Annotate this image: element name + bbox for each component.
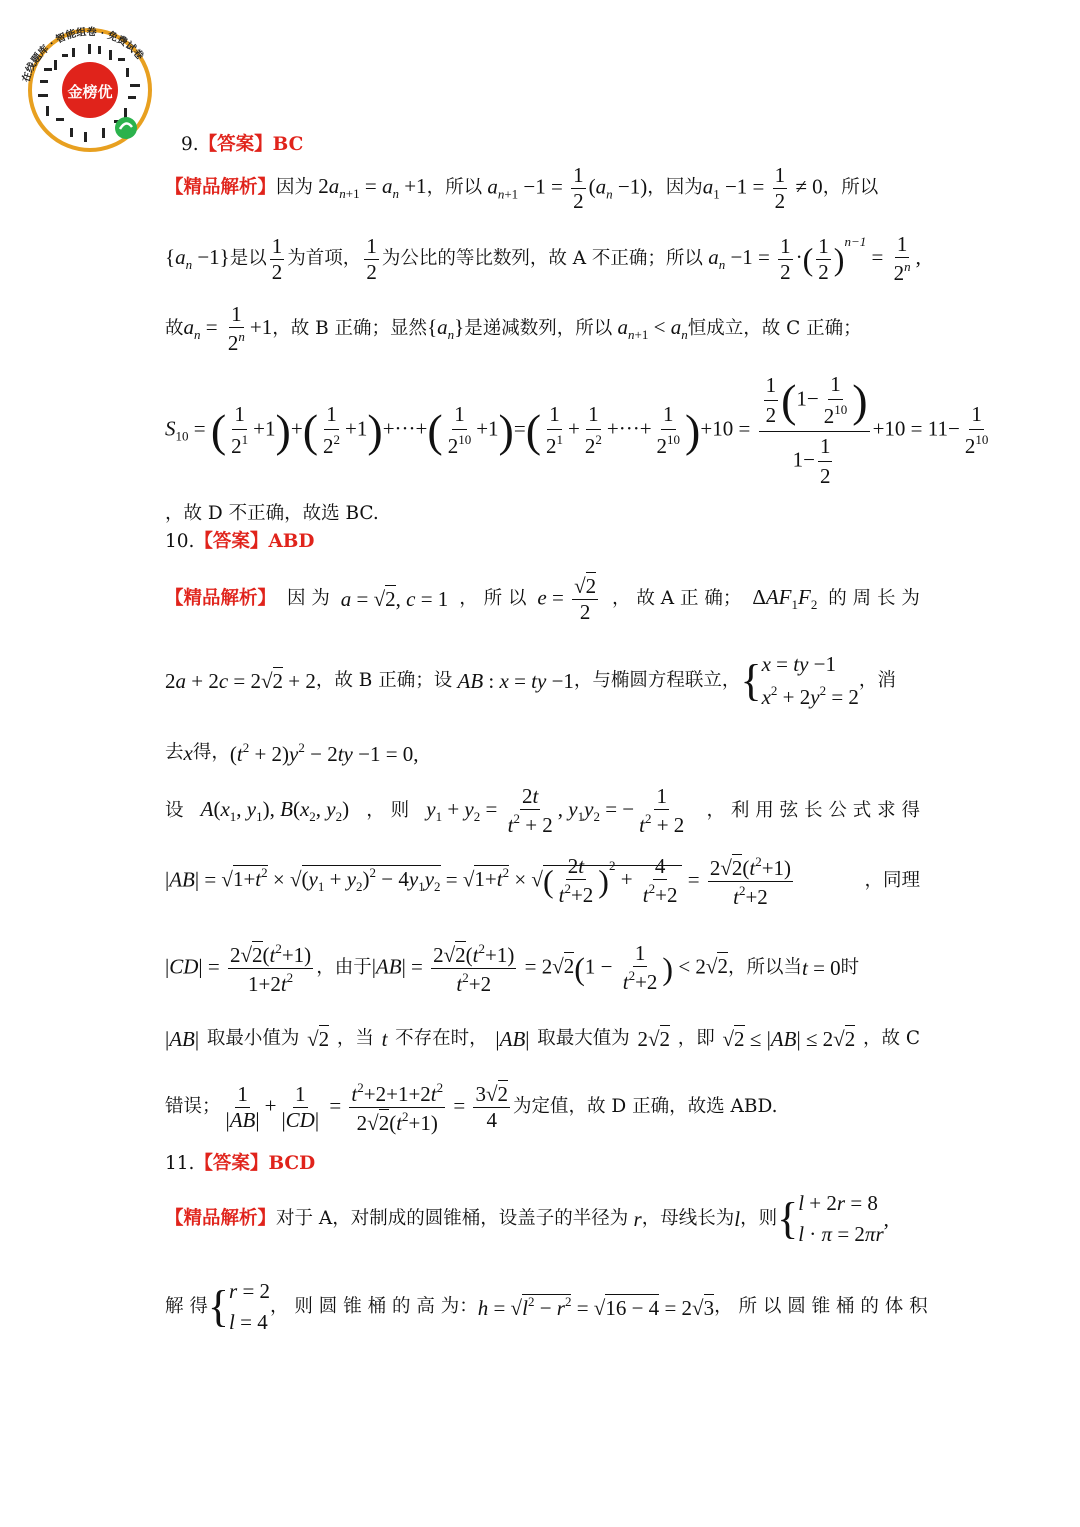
text-segment: ，故 C [862, 1027, 920, 1049]
q9-sum-formula: $S_{10}$ = ( $\frac{1}{2^1}$ +1)+( $\frac{1}{2^2}$ +1)+···+( $\frac{1}{2^{10}}$ +1)=( $\frac{1}{2^1}$ + $\frac{1}{2^2}$ +···+ $\frac{1}{2^{10}}$ )+10 = $\frac{1}{2}$ (1− $\frac{1}{2^{10}}$ ) 1− $\frac{1}{2}$ +10 = 11− $\frac{1}{2^{10}}$ [165, 371, 989, 488]
math: $|AB| = √1+t^2 \times √(y_1 + y_2)^2 - 4y_1y_2 = √1+t^2$ × √( $\frac{2t}{t^2+2}$ )$^2$ + $\frac{4}{t^2+2}$ = $\frac{2√2(t^2+1)}{t^2+2}$ [165, 853, 792, 909]
q10-line-1 [165, 570, 920, 628]
text-segment: 解 得 [165, 1295, 208, 1317]
math: $\{a_n -1\}$ [165, 245, 230, 272]
text-segment: ， 所 以 [459, 587, 527, 609]
math: $2a_{n+1} = a_n +1$ [313, 174, 427, 201]
text-segment: 为定值，故 D 正确，故选 ABD. [513, 1095, 778, 1117]
text-segment: 时 [840, 956, 860, 978]
q11-number: 11. [165, 1153, 195, 1174]
q10-answer-label: 【答案】 [194, 531, 269, 552]
math: $h = √l^2 - r^2 = √16 - 4 = 2√3$ [477, 1294, 715, 1320]
text-segment: ，即 [677, 1027, 715, 1049]
text-segment: 得， [192, 741, 230, 763]
math: $y_1 + y_2$ = $\frac{2t}{t^2 + 2}$ , $y_1y_2$ = − $\frac{1}{t^2 + 2}$ [426, 784, 685, 837]
text-segment: ，所以当 [727, 956, 802, 978]
text-segment: ， 利 用 弦 长 公 式 求 得 [706, 799, 920, 821]
q10-line-4 [165, 782, 920, 840]
math: $a_1 -1$ = $\frac{1}{2}$ ≠ 0 [702, 162, 823, 213]
text-segment: ， 则 [366, 799, 410, 821]
text-segment: 去 [165, 741, 184, 763]
text-segment: ，当 [336, 1027, 374, 1049]
logo-brand-text: 金榜优 [67, 83, 113, 101]
q11-answer: BCD [268, 1153, 316, 1174]
q10-line-3 [165, 736, 419, 770]
text-segment: ，与椭圆方程联立， [573, 669, 741, 691]
text-segment: ， 故 A 正 确； [612, 587, 742, 609]
math: l [734, 1206, 741, 1231]
math: $\frac{1}{|AB|}$ + $\frac{1}{|CD|}$ = $\frac{t^2+2+1+2t^2}{2√2(t^2+1)}$ = $\frac{3√2}{4}$ [225, 1079, 509, 1135]
q9-line-1 [165, 162, 878, 214]
text-segment: ，由于 [316, 956, 372, 978]
q9-line-3 [165, 303, 862, 355]
math: { x = ty −1 $x^2 + 2y^2 = 2$ [740, 652, 859, 709]
math: $\frac{1}{2}$ [271, 233, 283, 284]
q10-analysis-label: 【精品解析】 [165, 587, 277, 609]
text-segment: 取最小值为 [206, 1027, 300, 1049]
text-segment: 恒成立，故 C 正确； [687, 317, 862, 339]
math: r [628, 1206, 642, 1231]
math: |AB| [165, 1026, 200, 1051]
text-segment: 因 为 [286, 587, 330, 609]
text-segment: 为首项， [287, 247, 362, 269]
q10-line-7 [165, 1022, 920, 1056]
math: 2a + 2c = 2√2 + 2 [165, 668, 316, 693]
q9-number: 9. [181, 134, 199, 155]
math: 2√2 [637, 1026, 671, 1051]
math: t [381, 1026, 388, 1051]
text-segment: 取最大值为 [537, 1027, 630, 1049]
math: $a_{n+1} < a_n$ [617, 315, 688, 342]
q10-line-2 [165, 650, 896, 712]
text-segment: ，所以 [426, 176, 483, 198]
text-segment: ，同理 [864, 869, 920, 891]
text-segment: 的 周 长 为 [828, 587, 920, 609]
text-segment: 设 [165, 799, 184, 821]
q11-header [165, 1155, 315, 1174]
q9-header [181, 136, 303, 155]
text-segment: 是以 [229, 247, 267, 269]
q11-analysis-label: 【精品解析】 [165, 1207, 277, 1229]
math: e = $\frac{√2}{2}$ [537, 573, 597, 624]
q11-line-1 [165, 1186, 889, 1252]
math: |AB| [495, 1026, 530, 1051]
math: $\frac{1}{2}$ [366, 233, 377, 284]
text-segment: ，故 B 正确；设 [315, 669, 453, 691]
text-segment: ，所以 [822, 176, 879, 198]
math: x [183, 740, 193, 765]
text-segment: 错误； [165, 1095, 221, 1117]
q10-line-6 [165, 935, 859, 1001]
jinbangyou-logo [14, 8, 162, 158]
q10-header [165, 533, 314, 552]
q11-line-2 [165, 1274, 928, 1340]
math: √2 ≤ |AB| ≤ 2√2 [722, 1026, 856, 1051]
math: { l + 2r = 8 l · π = 2πr , [777, 1190, 889, 1246]
math: { r = 2 l = 4 [207, 1278, 271, 1334]
text-segment: ，故 B 正确；显然 [272, 317, 428, 339]
q10-line-5 [165, 846, 920, 916]
svg-text:在线题库 · 智能组卷 · 免费试卷: 在线题库 · 智能组卷 · 免费试卷 [20, 26, 146, 84]
math: $\{a_n\}$ [427, 315, 465, 342]
text-segment: 是递减数列，所以 [464, 317, 613, 339]
q9-conclusion: ，故 D 不正确，故选 BC. [165, 503, 379, 524]
q9-analysis-label: 【精品解析】 [165, 176, 277, 198]
text-segment: 故 [165, 317, 184, 339]
math: $\Delta AF_1F_2$ [752, 585, 818, 612]
math: |CD| = $\frac{2√2(t^2+1)}{1+2t^2}$ [165, 940, 312, 996]
text-segment: 不存在时， [395, 1027, 488, 1049]
q10-line-8 [165, 1072, 778, 1142]
math: $(t^2 + 2)y^2 - 2ty -1 = 0$, [229, 740, 419, 766]
math: t = 0 [801, 955, 841, 980]
text-segment: ， 所 以 圆 锥 桶 的 体 积 [714, 1295, 928, 1317]
q10-answer: ABD [268, 531, 315, 552]
math: $A(x_1$, $y_1$), $B(x_2$, $y_2$) [200, 797, 350, 824]
text-segment: ，母线长为 [641, 1207, 735, 1229]
text-segment: 为公比的等比数列，故 A 不正确；所以 [381, 247, 703, 269]
text-segment: ，因为 [647, 176, 703, 198]
text-segment: ， 则 圆 锥 桶 的 高 为： [270, 1295, 478, 1317]
text-segment: ，则 [740, 1207, 778, 1229]
text-segment: ，消 [858, 669, 896, 691]
math: $a_n$ = $\frac{1}{2^n}$ +1 [183, 302, 273, 355]
q10-number: 10. [165, 531, 195, 552]
math: |AB| = $\frac{2√2(t^2+1)}{t^2+2}$ = 2√2(1 − $\frac{1}{t^2+2}$ ) < 2√2 [371, 940, 728, 996]
math: √2 [307, 1026, 330, 1051]
q11-answer-label: 【答案】 [194, 1153, 269, 1174]
q9-answer-label: 【答案】 [198, 134, 273, 155]
q9-line-2 [165, 230, 921, 288]
math: $a_n -1$ = $\frac{1}{2}$ ·( $\frac{1}{2}$ )$^{n-1}$ = $\frac{1}{2^n}$ , [708, 232, 921, 285]
text-segment: 对于 A，对制成的圆锥桶，设盖子的半径为 [276, 1207, 629, 1229]
text-segment: 因为 [276, 176, 314, 198]
math: $a_{n+1} -1$ = $\frac{1}{2}$ $(a_n -1)$ [487, 162, 648, 213]
math: a = √2, c = 1 [340, 586, 449, 611]
math: AB : x = ty −1 [457, 668, 574, 693]
q9-answer: BC [272, 134, 304, 155]
